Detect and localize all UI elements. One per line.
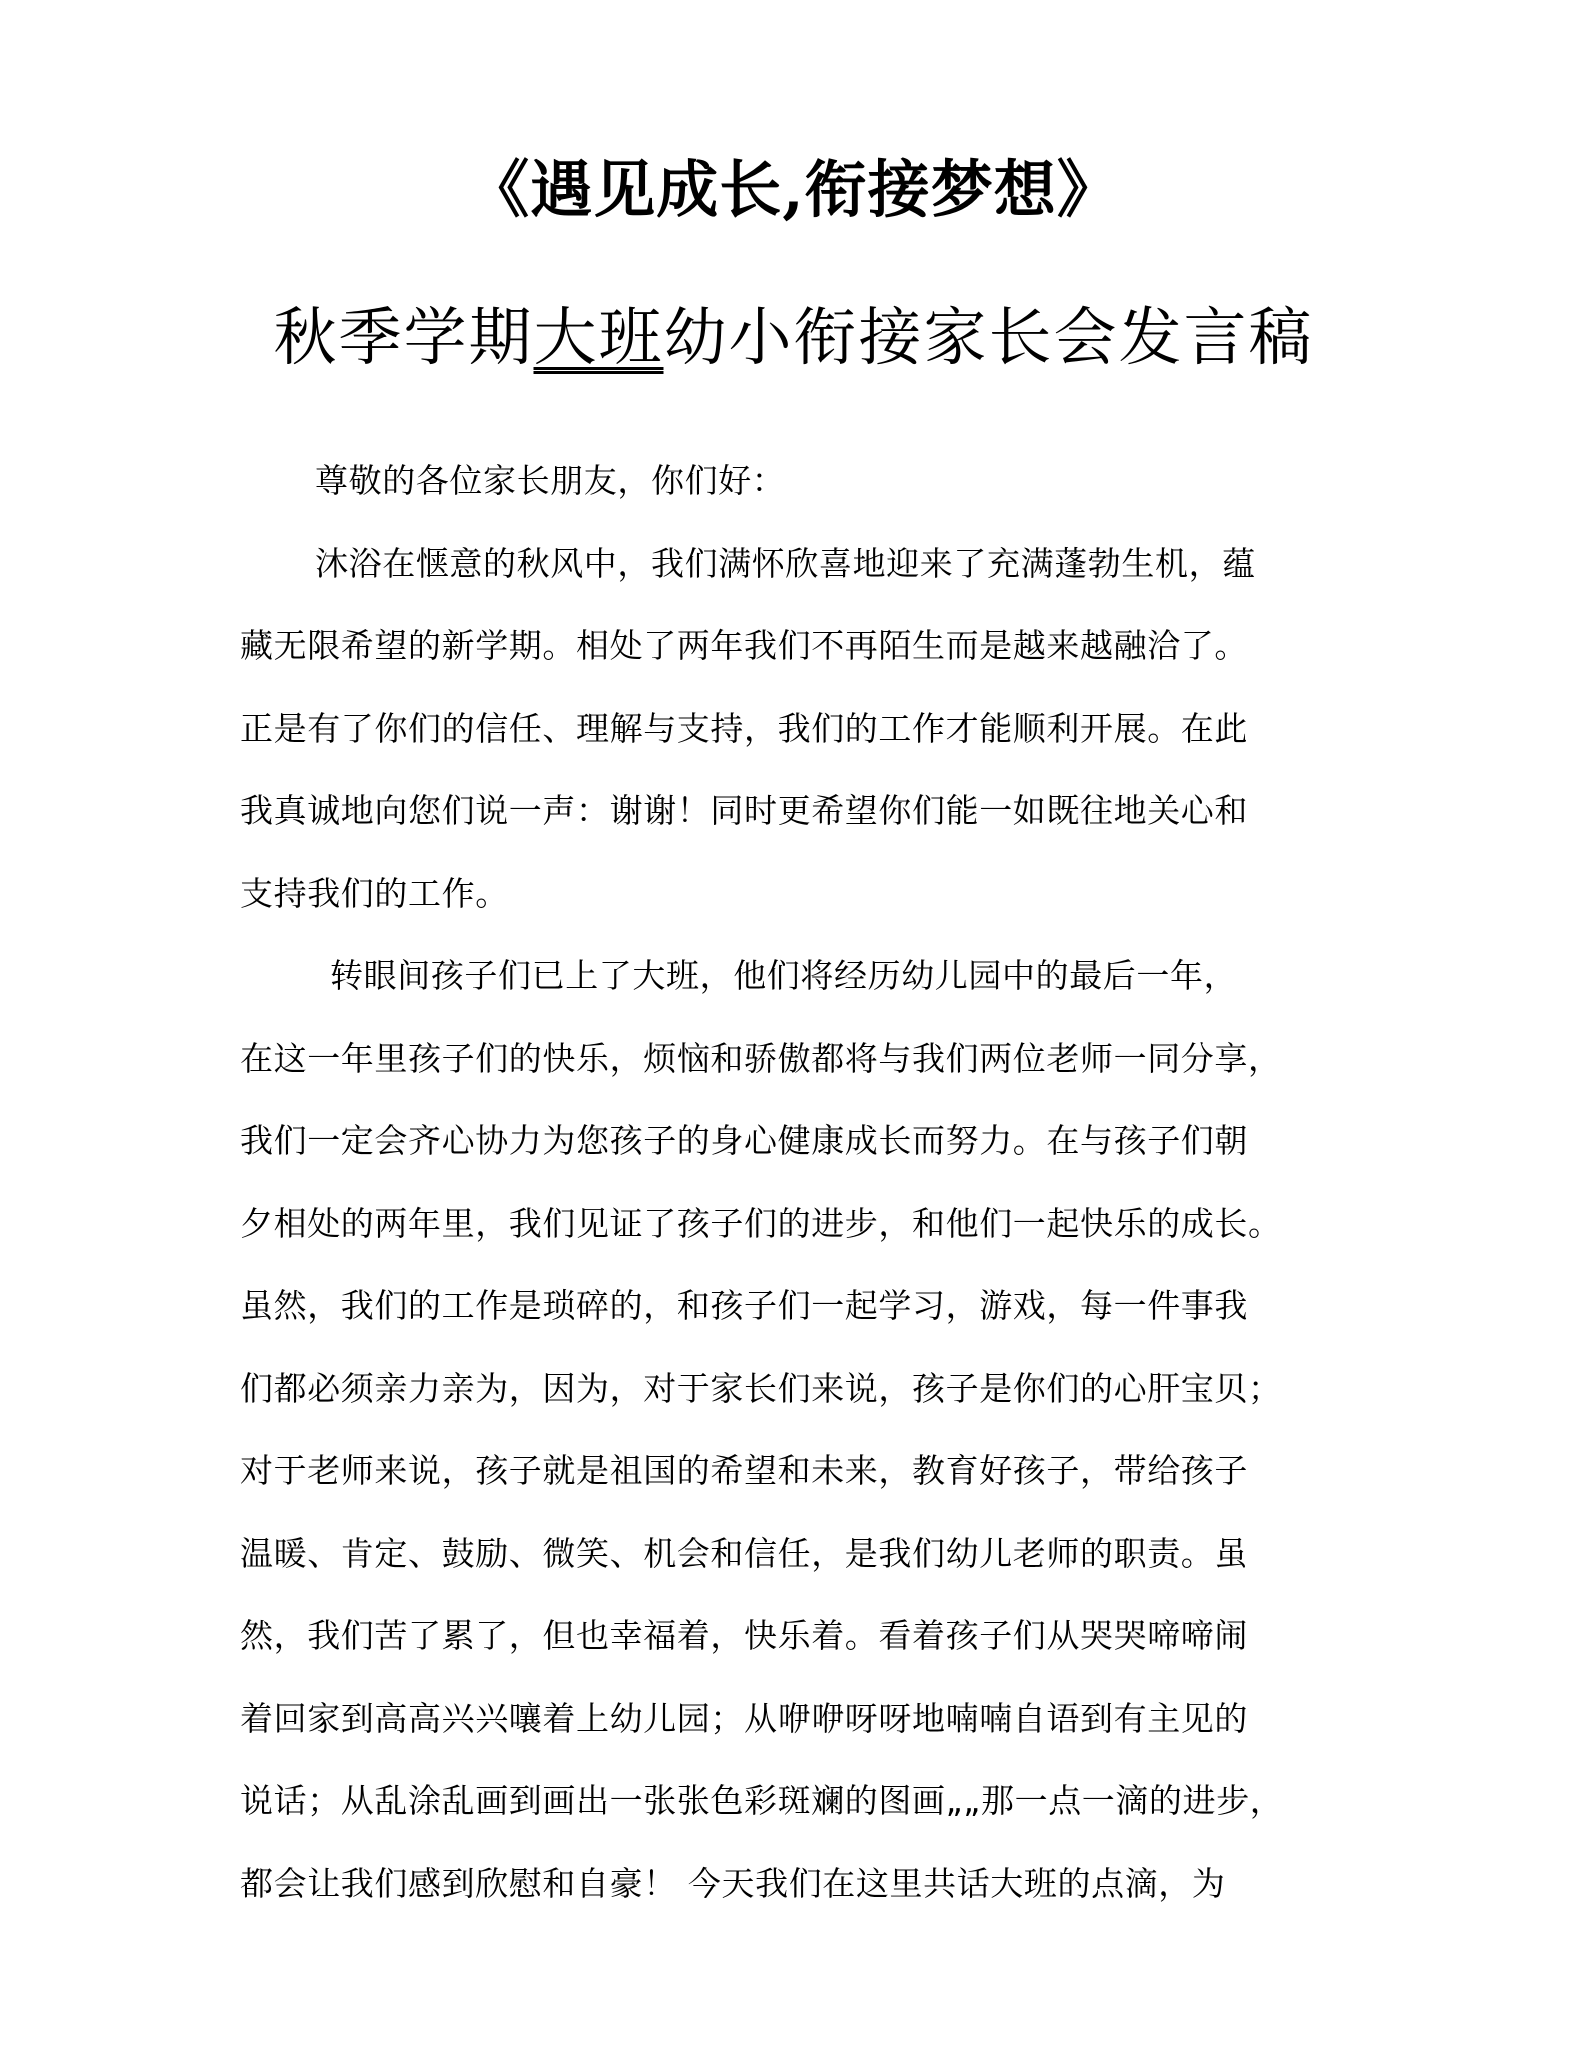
subtitle-part-before: 秋季学期 [273, 301, 534, 374]
body-line: 夕相处的两年里，我们见证了孩子们的进步，和他们一起快乐的成长。 [240, 1203, 1282, 1243]
body-line: 转眼间孩子们已上了大班，他们将经历幼儿园中的最后一年， [330, 956, 1238, 995]
body-line: 沐浴在惬意的秋风中，我们满怀欣喜地迎来了充满蓬勃生机，蕴 [315, 543, 1256, 583]
body-line: 然，我们苦了累了，但也幸福着，快乐着。看着孩子们从哭哭啼啼闹 [240, 1616, 1248, 1655]
subtitle-underlined-text: 大班 [533, 301, 664, 374]
body-line: 支持我们的工作。 [240, 873, 509, 913]
body-line: 着回家到高高兴兴嚷着上幼儿园；从咿咿呀呀地喃喃自语到有主见的 [240, 1698, 1248, 1738]
body-line: 在这一年里孩子们的快乐，烦恼和骄傲都将与我们两位老师一同分享， [240, 1038, 1282, 1078]
document-subtitle [0, 296, 1587, 380]
body-line: 说话；从乱涂乱画到画出一张张色彩斑斓的图画„„那一点一滴的进步， [240, 1781, 1284, 1820]
subtitle-part-after: 幼小衔接家长会发言稿 [663, 301, 1314, 374]
body-line: 我们一定会齐心协力为您孩子的身心健康成长而努力。在与孩子们朝 [240, 1121, 1248, 1160]
salutation-line: 尊敬的各位家长朋友，你们好： [315, 461, 786, 500]
body-line: 藏无限希望的新学期。相处了两年我们不再陌生而是越来越融洽了。 [240, 626, 1248, 665]
body-line: 我真诚地向您们说一声：谢谢！同时更希望你们能一如既往地关心和 [240, 791, 1248, 830]
body-line: 们都必须亲力亲为，因为，对于家长们来说，孩子是你们的心肝宝贝； [240, 1368, 1282, 1408]
body-line: 正是有了你们的信任、理解与支持，我们的工作才能顺利开展。在此 [240, 708, 1248, 748]
body-line: 都会让我们感到欣慰和自豪！ 今天我们在这里共话大班的点滴，为 [240, 1863, 1226, 1903]
body-line: 温暖、肯定、鼓励、微笑、机会和信任，是我们幼儿老师的职责。虽 [240, 1533, 1248, 1573]
body-line: 虽然，我们的工作是琐碎的，和孩子们一起学习，游戏，每一件事我 [240, 1286, 1248, 1325]
document-title: 《遇见成长,衔接梦想》 [467, 153, 1120, 226]
document-body [240, 440, 1350, 1925]
body-line: 对于老师来说，孩子就是祖国的希望和未来，教育好孩子，带给孩子 [240, 1451, 1248, 1490]
